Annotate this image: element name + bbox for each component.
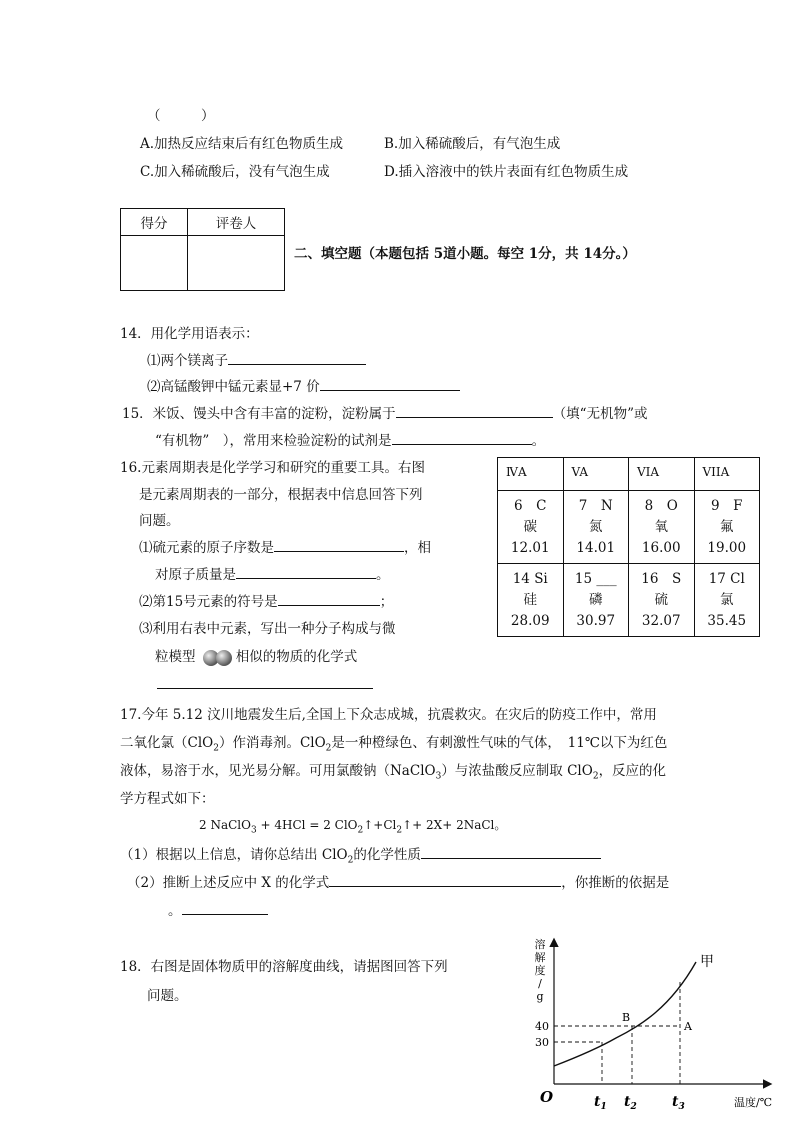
- q16-line2: 是元素周期表的一部分，根据表中信息回答下列: [139, 487, 423, 503]
- score-table: [120, 208, 285, 291]
- y-axis-label: [535, 937, 546, 1003]
- point-label-b: B: [622, 1011, 631, 1024]
- subscript: 3: [250, 825, 257, 836]
- q16-part3b: [155, 645, 357, 668]
- pt-num-sym: 16 S: [641, 570, 682, 587]
- pt-num-sym: 15 ___: [574, 570, 617, 587]
- option-d: D.插入溶液中的铁片表面有红色物质生成: [384, 164, 629, 180]
- q17-p1a: （1）根据以上信息，请你总结出 ClO: [120, 847, 348, 863]
- y-axis-label-char: 度: [534, 964, 546, 977]
- pt-name: 氮: [589, 518, 603, 535]
- q16-part1: [139, 536, 431, 556]
- q16-p2-label: ⑵第15号元素的符号是: [139, 594, 278, 610]
- y-axis-label-char: g: [536, 990, 544, 1003]
- x-tick-label-t2: $t_2$: [624, 1094, 637, 1112]
- q15-line1: [122, 402, 648, 422]
- eq-part: ↑+Cl: [363, 818, 397, 832]
- grader-label: 评卷人: [188, 209, 285, 236]
- q16-p2-tail: ；: [379, 594, 394, 610]
- subscript: 2: [396, 825, 403, 836]
- q15-blank1[interactable]: [396, 403, 553, 418]
- pt-header: VIIA: [694, 458, 760, 491]
- pt-num-sym: 14 Si: [512, 570, 548, 587]
- y-axis-label-char: 溶: [534, 938, 546, 951]
- option-a: A.加热反应结束后有红色物质生成: [140, 136, 344, 152]
- q16-part1b: [155, 563, 390, 583]
- subscript: 3: [435, 771, 442, 782]
- pt-cell-nitrogen: [563, 491, 629, 564]
- pt-num-sym: 7 N: [578, 497, 613, 514]
- pt-num-sym: 8 O: [644, 497, 678, 514]
- q17-l3c: ，反应的化: [598, 763, 667, 779]
- pt-mass: 35.45: [707, 612, 747, 629]
- eq-part: 2 NaClO: [199, 818, 251, 832]
- subscript: 2: [213, 743, 219, 754]
- q17-part1: [120, 843, 601, 866]
- option-c: C.加入稀硫酸后，没有气泡生成: [140, 164, 330, 180]
- q16-p1-tail: ，相: [404, 540, 431, 556]
- y-axis-label-char: 解: [534, 951, 546, 964]
- pt-num-sym: 9 F: [711, 497, 743, 514]
- q16-line3: 问题。: [139, 513, 180, 529]
- pt-cell-sulfur: [629, 564, 695, 637]
- q17-l2c: 是一种橙绿色、有刺激性气味的气体， 11℃以下为红色: [331, 735, 668, 751]
- origin-label: O: [540, 1088, 554, 1106]
- q17-l3a: 液体，易溶于水，见光易分解。可用氯酸钠（NaClO: [120, 763, 436, 779]
- y-axis-label-char: /: [538, 977, 542, 990]
- q15-text2: “有机物” ），常用来检验淀粉的试剂是: [155, 433, 392, 449]
- q16-blank-symbol[interactable]: [278, 591, 380, 606]
- q15-text1: 15．米饭、馒头中含有丰富的淀粉，淀粉属于: [122, 406, 396, 422]
- q16-line1: 16.元素周期表是化学学习和研究的重要工具。右图: [120, 460, 425, 476]
- series-label: 甲: [700, 954, 714, 970]
- q14-part1-label: ⑴两个镁离子: [147, 353, 228, 369]
- pt-name: 硅: [523, 591, 537, 608]
- option-b: B.加入稀硫酸后，有气泡生成: [384, 136, 561, 152]
- q16-blank-atomic-mass[interactable]: [236, 564, 376, 579]
- q18-line2: 问题。: [147, 988, 188, 1004]
- pt-name: 硫: [654, 591, 668, 608]
- q16-p1-label: ⑴硫元素的原子序数是: [139, 540, 274, 556]
- pt-name: 氟: [720, 518, 734, 535]
- y-tick-label: 30: [535, 1036, 549, 1049]
- x-tick-label-t1: $t_1$: [594, 1094, 607, 1112]
- subscript: 2: [357, 825, 364, 836]
- q17-p2b: ，你推断的依据是: [561, 875, 670, 891]
- pt-header: ⅣA: [498, 458, 564, 491]
- q15-text2-tail: 。: [531, 433, 546, 449]
- q17-equation: [199, 816, 506, 835]
- q15-blank2[interactable]: [392, 430, 532, 445]
- q14-blank1[interactable]: [228, 350, 366, 365]
- q16-p1c-label: 对原子质量是: [155, 567, 236, 583]
- subscript: 2: [592, 771, 599, 782]
- pt-mass: 19.00: [707, 539, 747, 556]
- pt-cell-fluorine: [694, 491, 760, 564]
- q15-text1-tail: （填“无机物”或: [552, 406, 648, 422]
- pt-name: 氯: [720, 591, 734, 608]
- score-label: 得分: [121, 209, 188, 236]
- x-tick-label-t3: $t_3$: [672, 1094, 685, 1112]
- pt-cell-silicon: [498, 564, 564, 637]
- score-cell[interactable]: [121, 236, 188, 291]
- q17-blank-property[interactable]: [421, 844, 601, 859]
- q16-p1d-tail: 。: [376, 567, 390, 583]
- pt-name: 磷: [589, 591, 603, 608]
- pt-num-sym: 6 C: [514, 497, 547, 514]
- pt-mass: 30.97: [576, 612, 616, 629]
- periodic-table: [497, 457, 760, 637]
- q16-blank-atomic-number[interactable]: [274, 537, 404, 552]
- q17-l2a: 二氧化氯（ClO: [120, 735, 214, 751]
- answer-paren: （ ）: [147, 108, 215, 124]
- q17-line3: [120, 759, 666, 782]
- pt-mass: 32.07: [641, 612, 681, 629]
- solubility-chart: [520, 930, 790, 1115]
- pt-header: VA: [563, 458, 629, 491]
- subscript: 2: [325, 743, 332, 754]
- pt-header: VIA: [629, 458, 695, 491]
- eq-part: ↑+ 2X+ 2NaCl。: [402, 818, 507, 832]
- pt-cell-chlorine: [694, 564, 760, 637]
- q18-line1: 18．右图是固体物质甲的溶解度曲线，请据图回答下列: [120, 959, 448, 975]
- pt-name: 氧: [654, 518, 668, 535]
- q14-stem: 14．用化学用语表示：: [120, 326, 259, 342]
- grader-cell[interactable]: [188, 236, 285, 291]
- molecule-model-icon: [200, 648, 236, 668]
- q17-line2: [120, 731, 667, 754]
- section-title: 二、填空题（本题包括 5道小题。每空 1分，共 14分。）: [294, 246, 636, 262]
- pt-mass: 12.01: [510, 539, 550, 556]
- q14-blank2[interactable]: [320, 376, 460, 391]
- q16-p3b-label: 粒模型: [155, 649, 196, 665]
- pt-cell-phosphorus: [563, 564, 629, 637]
- y-tick-label: 40: [535, 1020, 549, 1033]
- q17-line1: 17.今年 5.12 汶川地震发生后,全国上下众志成城，抗震救灾。在灾后的防疫工作中，常用: [120, 707, 657, 723]
- q17-part2b: [168, 899, 268, 919]
- q16-p3c-label: 相似的物质的化学式: [235, 649, 358, 665]
- q17-p2a: （2）推断上述反应中 X 的化学式: [127, 875, 330, 891]
- pt-name: 碳: [523, 518, 537, 535]
- pt-num-sym: 17 Cl: [708, 570, 745, 587]
- q14-part2-label: ⑵高锰酸钾中锰元素显+7 价: [147, 379, 320, 395]
- q17-blank-basis[interactable]: [182, 900, 268, 915]
- pt-mass: 28.09: [510, 612, 550, 629]
- q17-line4: 学方程式如下：: [120, 791, 215, 807]
- q15-line2: [155, 429, 545, 449]
- q17-part2: [127, 871, 669, 891]
- point-label-a: A: [684, 1020, 692, 1033]
- pt-cell-oxygen: [629, 491, 695, 564]
- q17-l2b: ）作消毒剂。ClO: [218, 735, 326, 751]
- q17-p1b: 的化学性质: [353, 847, 421, 863]
- q17-p2c: 。: [168, 903, 182, 919]
- q17-l3b: ）与浓盐酸反应制取 ClO: [441, 763, 593, 779]
- q16-blank-formula[interactable]: [157, 674, 373, 689]
- q16-part3: ⑶利用右表中元素，写出一种分子构成与微: [139, 621, 396, 637]
- q17-blank-x[interactable]: [329, 872, 561, 887]
- pt-mass: 16.00: [641, 539, 681, 556]
- pt-mass: 14.01: [576, 539, 616, 556]
- q16-part2: [139, 590, 393, 610]
- q14-part2: [147, 375, 460, 395]
- pt-cell-carbon: [498, 491, 564, 564]
- eq-part: + 4HCl = 2 ClO: [256, 818, 358, 832]
- x-axis-label: 温度/℃: [734, 1096, 773, 1109]
- q14-part1: [147, 349, 366, 369]
- subscript: 2: [347, 855, 354, 866]
